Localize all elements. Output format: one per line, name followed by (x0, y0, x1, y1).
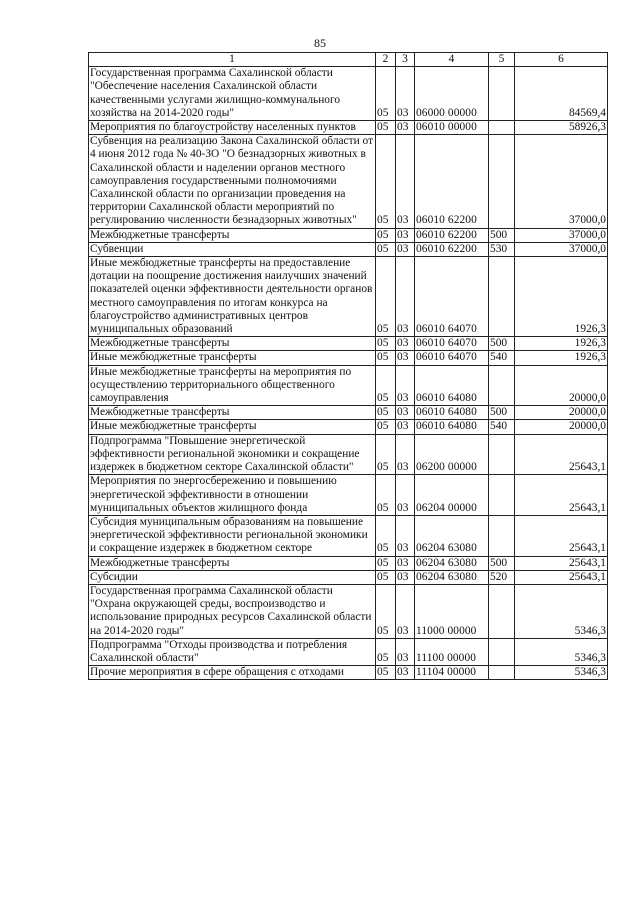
row-name: Межбюджетные трансферты (89, 556, 376, 570)
row-subsection: 03 (396, 584, 415, 638)
table-row (89, 351, 608, 365)
row-target-article: 06010 62200 (415, 242, 489, 256)
row-amount: 37000,0 (515, 135, 608, 228)
table-row (89, 67, 608, 121)
row-expense-type (489, 257, 515, 337)
row-section: 05 (376, 420, 396, 434)
row-name: Иные межбюджетные трансферты (89, 351, 376, 365)
row-name: Межбюджетные трансферты (89, 406, 376, 420)
row-expense-type: 500 (489, 228, 515, 242)
row-target-article: 06204 63080 (415, 515, 489, 556)
row-expense-type (489, 584, 515, 638)
header-cell-amount: 6 (515, 53, 608, 67)
row-name: Субвенция на реализацию Закона Сахалинской области от 4 июня 2012 года № 40-ЗО "О безнадзорных животных в Сахалинской области и наделении органов местного самоуправления государственными полномочиями Сахалинской области по организации проведения на территории Сахалинской области мероприятий по регулированию численности безнадзорных животных" (89, 135, 376, 228)
row-name: Государственная программа Сахалинской области "Охрана окружающей среды, воспроизводство и использование природных ресурсов Сахалинской области на 2014-2020 годы" (89, 584, 376, 638)
row-section: 05 (376, 515, 396, 556)
row-expense-type: 540 (489, 351, 515, 365)
row-amount: 25643,1 (515, 556, 608, 570)
row-amount: 25643,1 (515, 475, 608, 516)
row-section: 05 (376, 365, 396, 406)
row-target-article: 06010 64070 (415, 351, 489, 365)
row-target-article: 06010 64070 (415, 337, 489, 351)
row-amount: 25643,1 (515, 434, 608, 475)
row-name: Межбюджетные трансферты (89, 228, 376, 242)
row-expense-type (489, 365, 515, 406)
row-subsection: 03 (396, 337, 415, 351)
row-amount: 37000,0 (515, 242, 608, 256)
row-section: 05 (376, 121, 396, 135)
table-row (89, 638, 608, 665)
row-name: Прочие мероприятия в сфере обращения с отходами (89, 666, 376, 680)
row-amount: 5346,3 (515, 584, 608, 638)
row-expense-type: 500 (489, 406, 515, 420)
row-target-article: 06010 64080 (415, 406, 489, 420)
row-expense-type (489, 638, 515, 665)
table-row (89, 242, 608, 256)
row-target-article: 11000 00000 (415, 584, 489, 638)
table-row (89, 228, 608, 242)
row-expense-type: 530 (489, 242, 515, 256)
row-section: 05 (376, 351, 396, 365)
row-subsection: 03 (396, 666, 415, 680)
row-expense-type (489, 121, 515, 135)
header-cell-section: 2 (376, 53, 396, 67)
row-expense-type (489, 67, 515, 121)
row-subsection: 03 (396, 242, 415, 256)
header-cell-name: 1 (89, 53, 376, 67)
row-section: 05 (376, 242, 396, 256)
row-amount: 1926,3 (515, 257, 608, 337)
row-target-article: 06010 64070 (415, 257, 489, 337)
table-row (89, 515, 608, 556)
row-amount: 5346,3 (515, 638, 608, 665)
row-target-article: 06204 63080 (415, 570, 489, 584)
row-target-article: 06200 00000 (415, 434, 489, 475)
table-row (89, 365, 608, 406)
row-expense-type: 500 (489, 556, 515, 570)
table-row (89, 666, 608, 680)
row-subsection: 03 (396, 434, 415, 475)
row-name: Мероприятия по благоустройству населенных пунктов (89, 121, 376, 135)
row-section: 05 (376, 228, 396, 242)
table-row (89, 434, 608, 475)
row-amount: 25643,1 (515, 515, 608, 556)
row-amount: 20000,0 (515, 406, 608, 420)
row-name: Субсидии (89, 570, 376, 584)
row-subsection: 03 (396, 135, 415, 228)
row-amount: 25643,1 (515, 570, 608, 584)
row-expense-type (489, 135, 515, 228)
row-name: Субсидия муниципальным образованиям на повышение энергетической эффективности региональной экономики и сокращение издержек в бюджетном секторе (89, 515, 376, 556)
row-subsection: 03 (396, 365, 415, 406)
row-name: Иные межбюджетные трансферты (89, 420, 376, 434)
row-target-article: 11104 00000 (415, 666, 489, 680)
row-expense-type (489, 666, 515, 680)
row-name: Государственная программа Сахалинской области "Обеспечение населения Сахалинской области качественными услугами жилищно-коммунального хозяйства на 2014-2020 годы" (89, 67, 376, 121)
row-amount: 5346,3 (515, 666, 608, 680)
row-section: 05 (376, 475, 396, 516)
table-row (89, 257, 608, 337)
header-cell-subsection: 3 (396, 53, 415, 67)
row-target-article: 06204 63080 (415, 556, 489, 570)
row-subsection: 03 (396, 121, 415, 135)
row-target-article: 11100 00000 (415, 638, 489, 665)
row-section: 05 (376, 257, 396, 337)
row-expense-type (489, 475, 515, 516)
row-name: Подпрограмма "Повышение энергетической эффективности региональной экономики и сокращение издержек в бюджетном секторе Сахалинской области" (89, 434, 376, 475)
row-section: 05 (376, 67, 396, 121)
row-target-article: 06010 64080 (415, 420, 489, 434)
row-target-article: 06010 62200 (415, 135, 489, 228)
row-amount: 84569,4 (515, 67, 608, 121)
budget-table-body (89, 53, 608, 680)
row-name: Иные межбюджетные трансферты на мероприятия по осуществлению территориального общественного самоуправления (89, 365, 376, 406)
row-section: 05 (376, 570, 396, 584)
row-subsection: 03 (396, 420, 415, 434)
header-cell-target-article: 4 (415, 53, 489, 67)
row-target-article: 06010 00000 (415, 121, 489, 135)
row-section: 05 (376, 584, 396, 638)
row-subsection: 03 (396, 406, 415, 420)
header-cell-expense-type: 5 (489, 53, 515, 67)
row-expense-type (489, 434, 515, 475)
row-subsection: 03 (396, 570, 415, 584)
row-expense-type (489, 515, 515, 556)
row-section: 05 (376, 135, 396, 228)
row-target-article: 06204 00000 (415, 475, 489, 516)
row-target-article: 06010 62200 (415, 228, 489, 242)
row-subsection: 03 (396, 228, 415, 242)
row-subsection: 03 (396, 257, 415, 337)
row-amount: 58926,3 (515, 121, 608, 135)
row-subsection: 03 (396, 556, 415, 570)
row-name: Межбюджетные трансферты (89, 337, 376, 351)
table-row (89, 584, 608, 638)
row-subsection: 03 (396, 351, 415, 365)
row-amount: 20000,0 (515, 365, 608, 406)
row-name: Мероприятия по энергосбережению и повышению энергетической эффективности в отношении муниципальных объектов жилищного фонда (89, 475, 376, 516)
header-row (89, 53, 608, 67)
row-section: 05 (376, 337, 396, 351)
row-expense-type: 500 (489, 337, 515, 351)
row-subsection: 03 (396, 475, 415, 516)
row-expense-type: 540 (489, 420, 515, 434)
row-name: Субвенции (89, 242, 376, 256)
row-subsection: 03 (396, 67, 415, 121)
row-section: 05 (376, 556, 396, 570)
row-name: Иные межбюджетные трансферты на предоставление дотации на поощрение достижения наилучших значений показателей оценки эффективности деятельности органов местного самоуправления по итогам конкурса на благоустройство административных центров муниципальных образований (89, 257, 376, 337)
row-amount: 20000,0 (515, 420, 608, 434)
table-row (89, 406, 608, 420)
row-expense-type: 520 (489, 570, 515, 584)
row-section: 05 (376, 666, 396, 680)
row-name: Подпрограмма "Отходы производства и потребления Сахалинской области" (89, 638, 376, 665)
table-row (89, 121, 608, 135)
row-section: 05 (376, 638, 396, 665)
table-row (89, 570, 608, 584)
budget-table (88, 52, 608, 680)
row-amount: 1926,3 (515, 337, 608, 351)
page-number: 85 (314, 36, 326, 50)
row-section: 05 (376, 406, 396, 420)
table-row (89, 475, 608, 516)
table-row (89, 556, 608, 570)
row-amount: 37000,0 (515, 228, 608, 242)
row-target-article: 06000 00000 (415, 67, 489, 121)
table-row (89, 420, 608, 434)
row-subsection: 03 (396, 638, 415, 665)
row-target-article: 06010 64080 (415, 365, 489, 406)
row-subsection: 03 (396, 515, 415, 556)
table-row (89, 337, 608, 351)
table-row (89, 135, 608, 228)
row-amount: 1926,3 (515, 351, 608, 365)
row-section: 05 (376, 434, 396, 475)
